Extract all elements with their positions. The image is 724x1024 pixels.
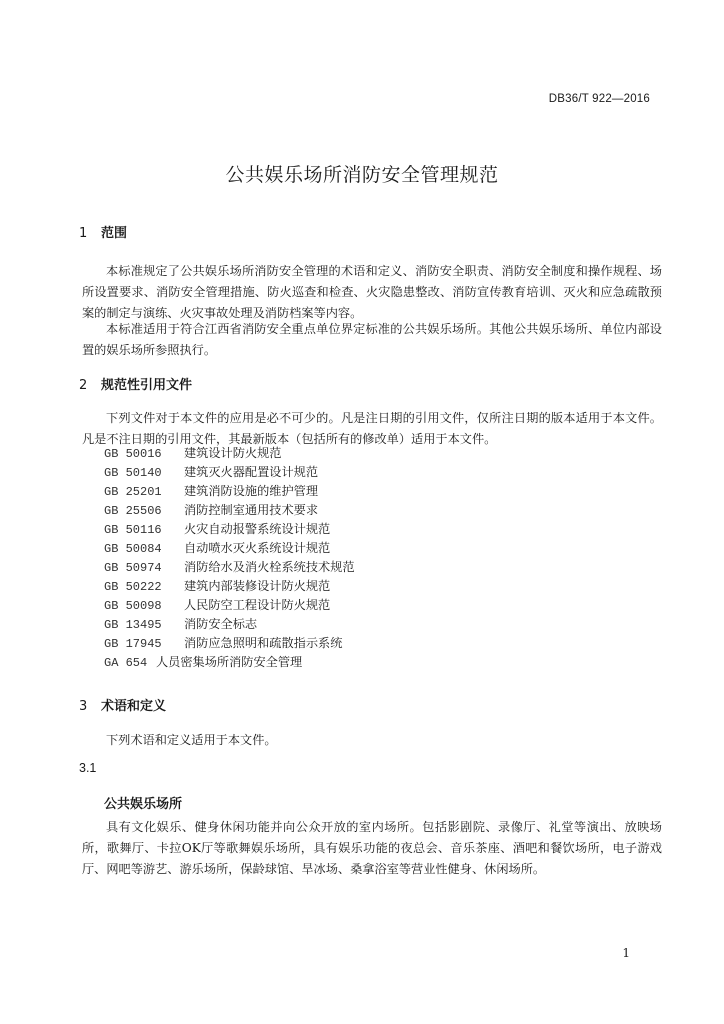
reference-item: [104, 463, 355, 482]
reference-title: 人民防空工程设计防火规范: [184, 598, 331, 612]
reference-code: GB 50974: [104, 561, 162, 575]
reference-code: GB 50222: [104, 580, 162, 594]
reference-title: 建筑设计防火规范: [184, 446, 282, 460]
term-title: 公共娱乐场所: [104, 797, 183, 812]
reference-item: [104, 444, 355, 463]
section-title: 规范性引用文件: [101, 378, 193, 393]
page-number: 1: [622, 946, 630, 960]
reference-item: [104, 653, 355, 672]
section-heading-scope: [79, 222, 127, 241]
reference-code: GB 13495: [104, 618, 162, 632]
section-heading-terms: [79, 695, 166, 714]
reference-title: 火灾自动报警系统设计规范: [184, 522, 331, 536]
reference-code: GB 50140: [104, 466, 162, 480]
reference-title: 自动喷水灭火系统设计规范: [184, 541, 331, 555]
term-number: 3.1: [79, 761, 97, 775]
reference-title: 建筑灭火器配置设计规范: [184, 465, 319, 479]
reference-code: GB 25506: [104, 504, 162, 518]
section-number: 1: [79, 226, 88, 241]
reference-code: GB 50084: [104, 542, 162, 556]
reference-title: 人员密集场所消防安全管理: [156, 655, 303, 669]
reference-title: 建筑内部装修设计防火规范: [184, 579, 331, 593]
reference-item: [104, 615, 355, 634]
reference-item: [104, 558, 355, 577]
reference-title: 消防给水及消火栓系统技术规范: [184, 560, 355, 574]
reference-item: [104, 482, 355, 501]
reference-title: 消防应急照明和疏散指示系统: [184, 636, 343, 650]
reference-code: GB 50016: [104, 447, 162, 461]
reference-title: 建筑消防设施的维护管理: [184, 484, 319, 498]
section-number: 3: [79, 699, 88, 714]
reference-list: [104, 444, 355, 672]
section-heading-normative-references: [79, 374, 192, 393]
reference-code: GA 654: [104, 656, 148, 670]
reference-code: GB 50116: [104, 523, 162, 537]
document-title: 公共娱乐场所消防安全管理规范: [225, 164, 499, 186]
reference-item: [104, 539, 355, 558]
reference-item: [104, 596, 355, 615]
reference-item: [104, 577, 355, 596]
section-number: 2: [79, 378, 88, 393]
terms-intro: 下列术语和定义适用于本文件。: [106, 733, 277, 747]
reference-title: 消防安全标志: [184, 617, 258, 631]
standard-code: DB36/T 922—2016: [548, 93, 650, 105]
reference-item: [104, 520, 355, 539]
reference-item: [104, 634, 355, 653]
section-title: 术语和定义: [101, 699, 167, 714]
reference-code: GB 17945: [104, 637, 162, 651]
reference-item: [104, 501, 355, 520]
term-definition: 具有文化娱乐、健身休闲功能并向公众开放的室内场所。包括影剧院、录像厅、礼堂等演出、放映场所，歌舞厅、卡拉OK厅等歌舞娱乐场所，具有娱乐功能的夜总会、音乐茶座、酒吧和餐饮场所，电子游戏厅、网吧等游艺、游乐场所，保龄球馆、旱冰场、桑拿浴室等营业性健身、休闲场所。: [82, 820, 662, 876]
reference-code: GB 50098: [104, 599, 162, 613]
reference-code: GB 25201: [104, 485, 162, 499]
scope-paragraph-2: 本标准适用于符合江西省消防安全重点单位界定标准的公共娱乐场所。其他公共娱乐场所、单位内部设置的娱乐场所参照执行。: [82, 322, 662, 357]
section-title: 范围: [101, 226, 128, 241]
reference-title: 消防控制室通用技术要求: [184, 503, 319, 517]
references-intro: 下列文件对于本文件的应用是必不可少的。凡是注日期的引用文件，仅所注日期的版本适用于本文件。凡是不注日期的引用文件，其最新版本（包括所有的修改单）适用于本文件。: [82, 411, 662, 446]
scope-paragraph-1: 本标准规定了公共娱乐场所消防安全管理的术语和定义、消防安全职责、消防安全制度和操作规程、场所设置要求、消防安全管理措施、防火巡查和检查、火灾隐患整改、消防宣传教育培训、灭火和应急疏散预案的制定与演练、火灾事故处理及消防档案等内容。: [82, 264, 662, 320]
